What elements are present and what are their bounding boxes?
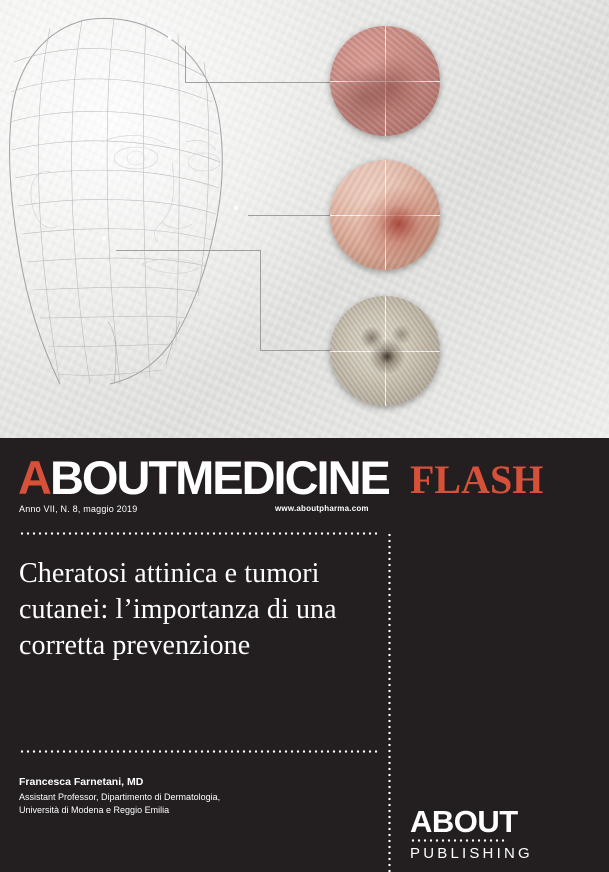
- flash-label: FLASH: [410, 457, 544, 502]
- crosshair-horizontal: [330, 351, 440, 352]
- publisher-logo-a-glyph: A: [410, 804, 432, 839]
- crosshair-horizontal: [330, 81, 440, 82]
- lesion-inset-1: [330, 26, 440, 136]
- wireframe-head-illustration: [0, 0, 320, 392]
- divider-dots-bottom: [19, 750, 380, 753]
- leader-line-1: [185, 82, 330, 83]
- publisher-logo: [410, 804, 580, 862]
- crosshair-vertical: [385, 160, 386, 270]
- publisher-logo-rest: BOUT: [431, 804, 518, 839]
- crosshair-vertical: [385, 26, 386, 136]
- publisher-publishing-label: PUBLISHING: [410, 845, 533, 862]
- crosshair-vertical: [385, 296, 386, 406]
- publisher-divider-dots: [410, 839, 508, 842]
- author-affiliation-line1: Assistant Professor, Dipartimento di Dermatologia,: [19, 792, 221, 802]
- masthead-logo-medicine: MEDICINE: [175, 451, 389, 504]
- leader-line-1-vert: [185, 46, 186, 82]
- issue-info: Anno VII, N. 8, maggio 2019: [19, 504, 138, 514]
- headline-title: Cheratosi attinica e tumori cutanei: l’importanza di una corretta prevenzione: [19, 558, 337, 661]
- masthead-logo: [18, 451, 389, 504]
- leader-line-3-stub: [116, 250, 260, 251]
- publisher-logo-about: [410, 806, 580, 837]
- author-block: [19, 776, 369, 817]
- lesion-inset-2: [330, 160, 440, 270]
- leader-line-3-vert: [260, 250, 261, 350]
- masthead-logo-about-rest: BOUT: [49, 451, 176, 504]
- website-url[interactable]: www.aboutpharma.com: [275, 504, 369, 513]
- leader-line-3: [260, 350, 330, 351]
- divider-dots-top: [19, 532, 380, 535]
- leader-line-2: [248, 215, 330, 216]
- masthead-logo-a: [18, 451, 176, 504]
- author-name: Francesca Farnetani, MD: [19, 776, 144, 788]
- divider-dots-vertical: [388, 532, 391, 872]
- masthead-logo-a-glyph: A: [18, 451, 50, 504]
- crosshair-horizontal: [330, 215, 440, 216]
- cover-text-panel: [0, 438, 609, 872]
- lesion-inset-3: [330, 296, 440, 406]
- author-affiliation-line2: Università di Modena e Reggio Emilia: [19, 805, 170, 816]
